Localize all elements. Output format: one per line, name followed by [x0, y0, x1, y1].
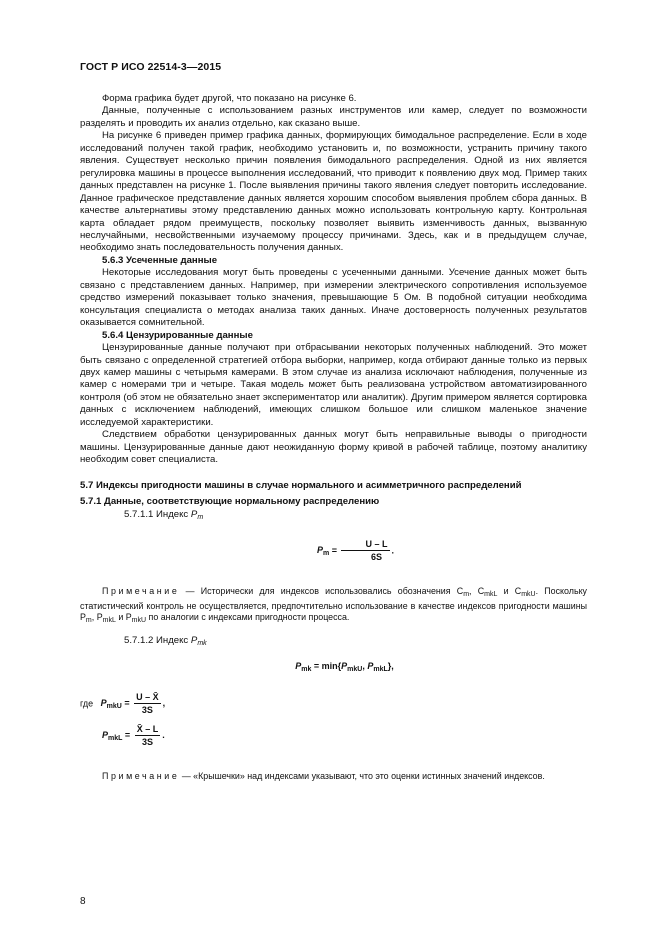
- section-heading-5-7: 5.7 Индексы пригодности машины в случае нормального и асимметричного распределений: [80, 479, 522, 491]
- subsection-5-7-1-2: 5.7.1.2 Индекс $P_{mk}$: [124, 634, 207, 647]
- section-heading-5-7-1: 5.7.1 Данные, соответствующие нормальному распределению: [80, 496, 380, 508]
- paragraph: Форма графика будет другой, что показано на рисунке 6.: [102, 93, 357, 104]
- formula-pmku: где $P_{mkU}$ = $\frac{U - X̄}{3S}$ ,: [80, 691, 166, 716]
- paragraph: Данные, полученные с использованием разных инструментов или камер, следует по возможности разделять и проводить их анализ отдельно, как сказано выше.: [80, 105, 587, 129]
- document-header: ГОСТ Р ИСО 22514-3—2015: [80, 61, 222, 73]
- note-1: Примечание — Исторически для индексов использовались обозначения $C_m$, $C_{mkL}$ и $C_{mkU}$. Поскольку статистический контроль не осуществляется, предпочтительно использование в качестве индексов пригодности машины $P_m$, $P_{mkL}$ и $P_{mkU}$ по аналогии с индексами пригодности процесса.: [80, 585, 587, 625]
- paragraph: На рисунке 6 приведен пример графика данных, формирующих бимодальное распределение. Если в ходе исследований получен такой график, необходимо установить и, по возможности, устранить причину такого явления. Существует несколько причин появления бимодального распределения. Одной из них является регулировка машины в процессе выполнения исследований, что приводит к появлению двух мод. Пример таких данных представлен на рисунке 1. После выявления причины такого явления следует повторить исследование. Данное графическое представление данных является хорошим способом выявления проблем сбора данных. В качестве альтернативы этому представлению данных можно использовать контрольную карту. Контрольная карта обладает рядом преимуществ, поскольку позволяет выявить изменчивость данных, вызванную неслучайными, несвойственными изучаемому процессу причинами. Здесь, как и в предыдущем случае, необходимо знать последовательность получения данных.: [80, 130, 587, 254]
- section-heading-5-6-3: 5.6.3 Усеченные данные: [102, 254, 218, 266]
- formula-pmk: $P_{mk} = \min\{P_{mkU}$, $P_{mkL}$},: [295, 661, 394, 674]
- paragraph: Некоторые исследования могут быть проведены с усеченными данными. Усечение данных может быть связано с представлением данных. Например, при измерении электрического сопротивления используемое средство измерений показывает только значения, превышающие 5 Ом. В подобной ситуации необходима консультация специалиста о методах анализа таких данных. Иначе достоверность полученных результатов оказывается сомнительной.: [80, 267, 587, 329]
- formula-pmkl: $P_{mkL}$ = $\frac{X̄ - L}{3S}$ .: [102, 723, 165, 748]
- formula-pm: $P_m$ = $\frac{U - L}{6S}$ .: [316, 538, 395, 563]
- section-heading-5-6-4: 5.6.4 Цензурированные данные: [102, 329, 253, 341]
- note-2: Примечание — «Крышечки» над индексами указывают, что это оценки истинных значений индексов.: [102, 770, 545, 781]
- paragraph: Следствием обработки цензурированных данных могут быть неправильные выводы о пригодности машины. Цензурированные данные дают неожиданную форму кривой в рабочей таблице, поэтому аналитику необходим совет специалиста.: [80, 429, 587, 466]
- subsection-5-7-1-1: 5.7.1.1 Индекс $P_m$: [124, 508, 204, 521]
- page-number: 8: [80, 896, 86, 907]
- paragraph: Цензурированные данные получают при отбрасывании некоторых полученных наблюдений. Это может быть связано с определенной стратегией отбора выборки, например, когда отбирают данные только из первых двух камер машины с четырьмя камерами. В этом случае из анализа исключают наблюдения, полученные из камер с номерами три и четыре. Такая модель может быть реализована устройством автоматизированного контроля (об этом не обязательно знает экспериментатор или аналитик). Другим примером является сортировка данных с исключением наблюдений, имеющих слишком большое или слишком маленькое значение исследуемой характеристики.: [80, 342, 587, 428]
- page-body: [80, 93, 587, 782]
